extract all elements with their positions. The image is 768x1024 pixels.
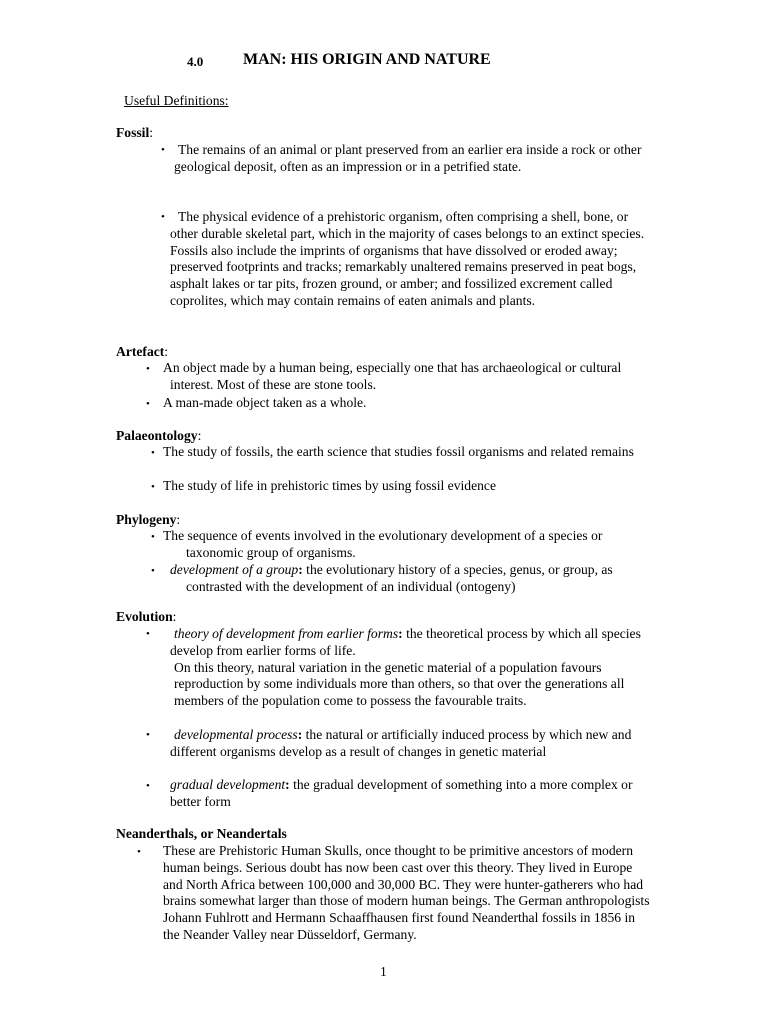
artefact-heading: Artefact: — [116, 344, 169, 359]
palaeontology-item-2: The study of life in prehistoric times by using fossil evidence — [163, 478, 496, 493]
fossil-item-1: The remains of an animal or plant preserved from an earlier era inside a rock or other geological deposit, often as an impression or in a petrified state. — [174, 142, 642, 174]
section-number: 4.0 — [187, 54, 204, 69]
bullet-icon: • — [137, 846, 141, 858]
bullet-icon: • — [161, 144, 165, 156]
evolution-item-3: gradual development: the gradual development of something into a more complex or better form — [170, 777, 633, 809]
evolution-item-1-label: theory of development from earlier forms — [174, 626, 399, 641]
evolution-term: Evolution — [116, 609, 173, 624]
evolution-item-1: theory of development from earlier forms: the theoretical process by which all species develop from earlier forms of life. On this theory, natural variation in the genetic material of a population favours reproduction by some individuals more than others, so that over the generations all members of the population come to possess the favourable traits. — [170, 626, 646, 710]
phylogeny-item-2: development of a group: the evolutionary history of a species, genus, or group, as contrasted with the development of an individual (ontogeny) — [170, 562, 613, 594]
bullet-icon: • — [146, 398, 150, 410]
phylogeny-heading: Phylogeny: — [116, 512, 181, 527]
phylogeny-term: Phylogeny — [116, 512, 177, 527]
evolution-heading: Evolution: — [116, 609, 177, 624]
bullet-icon: • — [161, 211, 165, 223]
artefact-item-2: A man-made object taken as a whole. — [163, 395, 367, 410]
evolution-item-3-label: gradual development — [170, 777, 286, 792]
subtitle: Useful Definitions: — [124, 93, 229, 108]
evolution-item-2: developmental process: the natural or artificially induced process by which new and different organisms develop as a result of changes in genetic material — [170, 727, 632, 759]
palaeontology-heading: Palaeontology: — [116, 428, 202, 443]
evolution-item-1-text: the theoretical process by which all species develop from earlier forms of life. — [170, 626, 641, 658]
phylogeny-item-1: The sequence of events involved in the evolutionary development of a species or taxonomic group of organisms. — [163, 528, 603, 560]
evolution-item-3-text: the gradual development of something into a more complex or better form — [170, 777, 633, 809]
palaeontology-item-1: The study of fossils, the earth science that studies fossil organisms and related remains — [163, 444, 634, 459]
bullet-icon: • — [146, 780, 150, 792]
artefact-item-1: An object made by a human being, especially one that has archaeological or cultural interest. Most of these are stone tools. — [163, 360, 622, 392]
neanderthals-heading: Neanderthals, or Neandertals — [116, 826, 287, 841]
bullet-icon: • — [151, 565, 155, 577]
evolution-item-2-label: developmental process — [174, 727, 298, 742]
bullet-icon: • — [151, 447, 155, 459]
neanderthals-item-1: These are Prehistoric Human Skulls, once thought to be primitive ancestors of modern human beings. Serious doubt has now been cast over this theory. They lived in Europe and North Africa between 100,000 and 30,000 BC. They were hunter-gatherers who had brains somewhat larger than those of modern human beings. The German anthropologists Johann Fuhlrott and Hermann Schaaffhausen first found Neanderthal fossils in 1856 in the Neander Valley near Düsseldorf, Germany. — [163, 843, 650, 942]
bullet-icon: • — [151, 481, 155, 493]
page-title: MAN: HIS ORIGIN AND NATURE — [243, 51, 491, 68]
evolution-item-2-text: the natural or artificially induced process by which new and different organisms develop as a result of changes in genetic material — [170, 727, 632, 759]
page-number: 1 — [380, 964, 387, 979]
fossil-heading: Fossil: — [116, 125, 154, 140]
evolution-item-1-extra: On this theory, natural variation in the genetic material of a population favours reproduction by some individuals more than others, so that over the generations all members of the population come to possess the favourable traits. — [174, 659, 625, 709]
bullet-icon: • — [146, 363, 150, 375]
phylogeny-item-2-text: the evolutionary history of a species, genus, or group, as contrasted with the development of an individual (ontogeny) — [186, 562, 613, 594]
fossil-term: Fossil — [116, 125, 150, 140]
artefact-term: Artefact — [116, 344, 165, 359]
bullet-icon: • — [146, 628, 150, 640]
palaeontology-term: Palaeontology — [116, 428, 198, 443]
bullet-icon: • — [146, 729, 150, 741]
phylogeny-item-2-label: development of a group — [170, 562, 299, 577]
bullet-icon: • — [151, 531, 155, 543]
fossil-item-2: The physical evidence of a prehistoric organism, often comprising a shell, bone, or other durable skeletal part, which in the majority of cases belongs to an extinct species. Fossils also include the imprints of organisms that have dissolved or eroded away; preserved footprints and tracks; remarkably unaltered remains preserved in peat bogs, asphalt lakes or tar pits, frozen ground, or amber; and fossilized excrement called coprolites, which may contain remains of eaten animals and plants. — [170, 209, 645, 308]
